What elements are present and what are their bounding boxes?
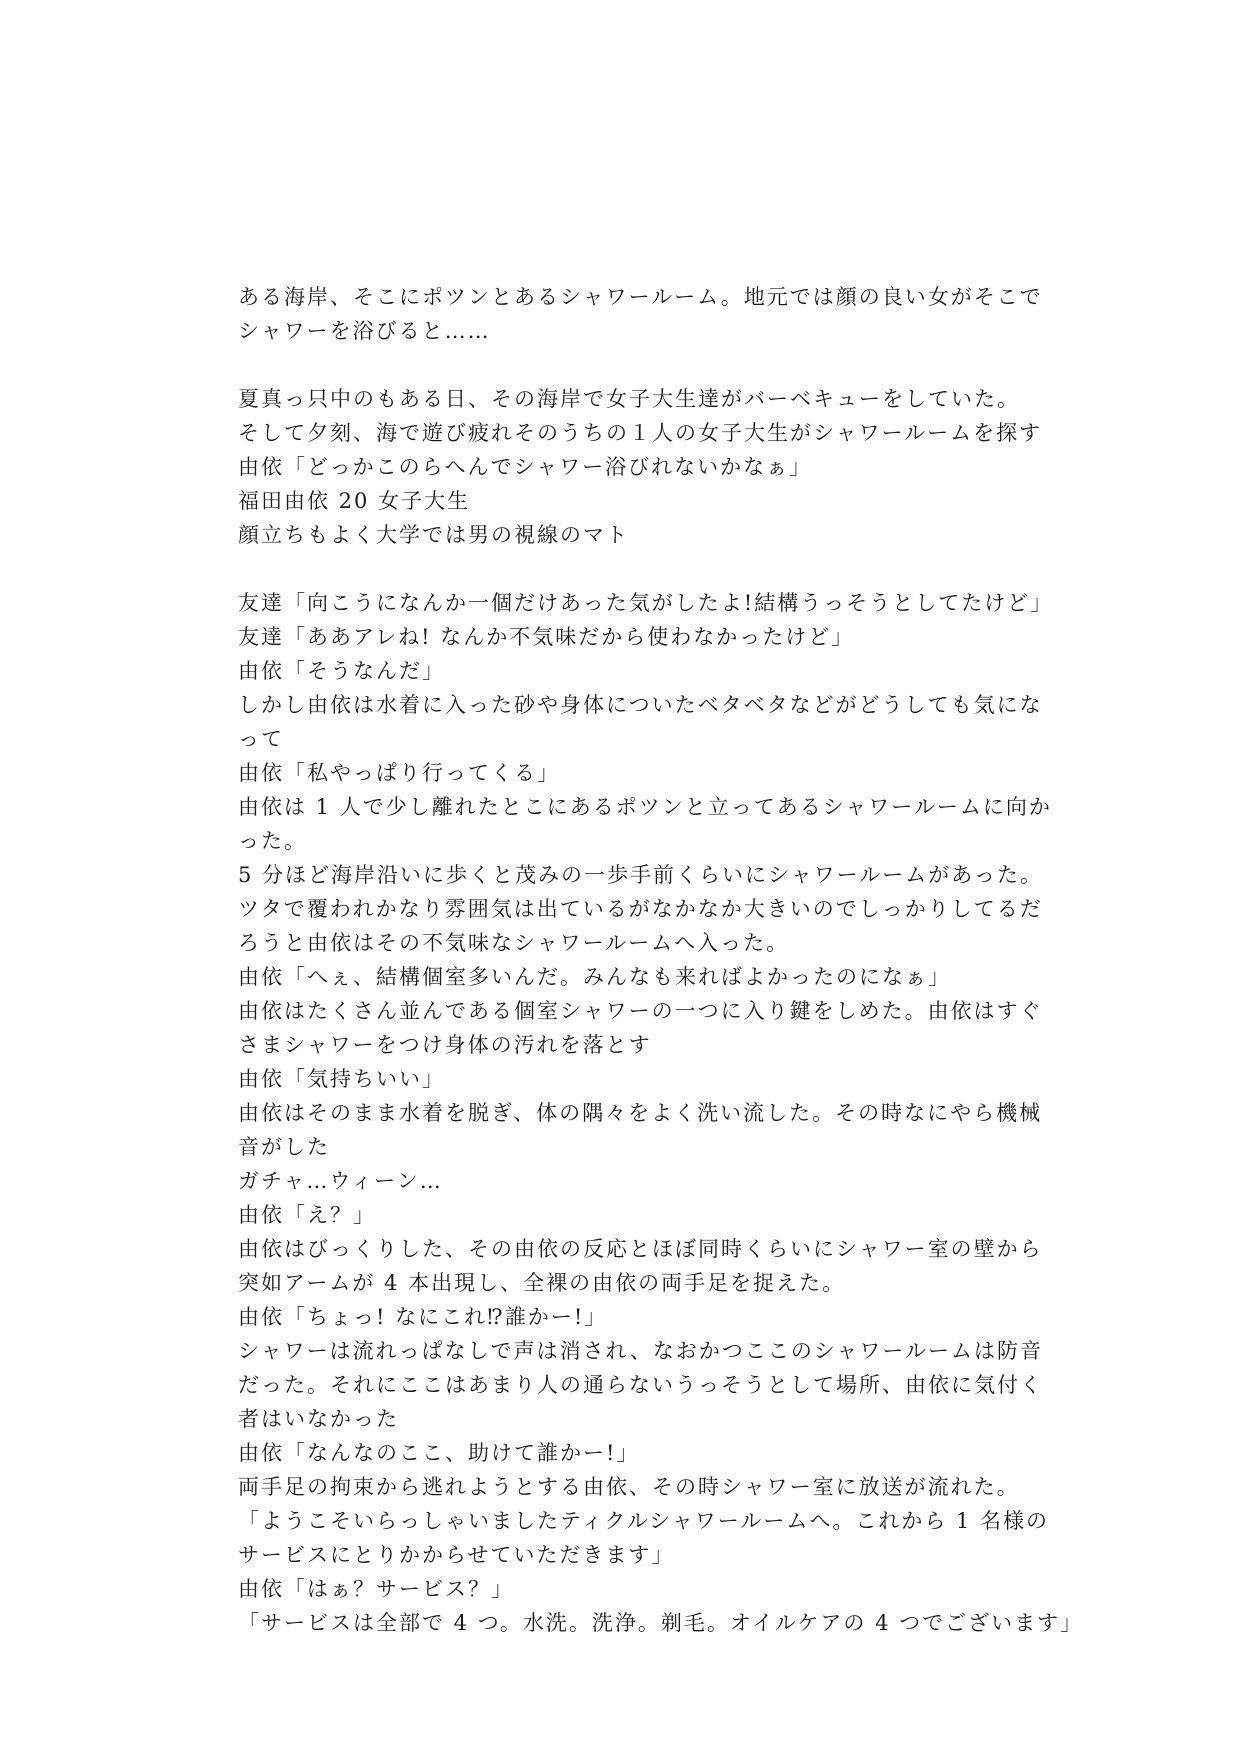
text-line: 5 分ほど海岸沿いに歩くと茂みの一歩手前くらいにシャワールームがあった。 (238, 863, 1043, 887)
text-line: 由依はたくさん並んである個室シャワーの一つに入り鍵をしめた。由依はすぐ (238, 999, 1043, 1023)
text-line: 由依はそのまま水着を脱ぎ、体の隅々をよく洗い流した。その時なにやら機械 (238, 1101, 1043, 1125)
text-line: 由依は 1 人で少し離れたとこにあるポツンと立ってあるシャワールームに向か (238, 795, 1052, 819)
text-line: 由依「え？」 (238, 1203, 376, 1227)
text-line: 由依「はぁ？サービス？」 (238, 1577, 514, 1601)
text-line: 由依「なんなのここ、助けて誰かー!」 (238, 1441, 640, 1465)
blank-line (238, 552, 1018, 586)
text-line: 由依「気持ちいい」 (238, 1067, 445, 1091)
text-line: シャワーは流れっぱなしで声は消され、なおかつここのシャワールームは防音 (238, 1339, 1043, 1363)
text-line: さまシャワーをつけ身体の汚れを落とす (238, 1033, 652, 1057)
text-line: った。 (238, 829, 307, 853)
text-line: ろうと由依はその不気味なシャワールームへ入った。 (238, 931, 790, 955)
text-line: しかし由依は水着に入った砂や身体についたベタベタなどがどうしても気にな (238, 693, 1043, 717)
text-line: 由依「へぇ、結構個室多いんだ。みんなも来ればよかったのになぁ」 (238, 965, 951, 989)
text-line: 顔立ちもよく大学では男の視線のマト (238, 523, 629, 547)
story-text-body (238, 280, 1084, 1640)
text-line: 突如アームが 4 本出現し、全裸の由依の両手足を捉えた。 (238, 1271, 846, 1295)
text-line: 由依「ちょっ! なにこれ⁉誰かー!」 (238, 1305, 608, 1329)
text-line: 友達「ああアレね! なんか不気味だから使わなかったけど」 (238, 625, 855, 649)
text-line: って (238, 727, 284, 751)
text-line: 夏真っ只中のもある日、その海岸で女子大生達がバーベキューをしていた。 (238, 387, 1020, 411)
text-line: シャワーを浴びると…… (238, 319, 491, 343)
text-line: サービスにとりかからせていただきます」 (238, 1543, 675, 1567)
text-line: 由依「私やっぱり行ってくる」 (238, 761, 560, 785)
text-line: 由依「そうなんだ」 (238, 659, 445, 683)
text-line: ある海岸、そこにポツンとあるシャワールーム。地元では顔の良い女がそこで (238, 285, 1043, 309)
text-line: ツタで覆われかなり雰囲気は出ているがなかなか大きいのでしっかりしてるだ (238, 897, 1043, 921)
text-line: 友達「向こうになんか一個だけあった気がしたよ!結構うっそうとしてたけど」 (238, 591, 1054, 615)
text-line: 福田由依 20 女子大生 (238, 489, 471, 513)
text-line: ガチャ…ウィーン… (238, 1169, 443, 1193)
blank-line (238, 348, 1018, 382)
text-line: 音がした (238, 1135, 330, 1159)
text-line: 由依はびっくりした、その由依の反応とほぼ同時くらいにシャワー室の壁から (238, 1237, 1043, 1261)
text-line: そして夕刻、海で遊び疲れそのうちの１人の女子大生がシャワールームを探す (238, 421, 1043, 445)
text-line: 由依「どっかこのらへんでシャワー浴びれないかなぁ」 (238, 455, 813, 479)
text-line: 「サービスは全部で 4 つ。水洗。洗浄。剃毛。オイルケアの 4 つでございます」 (238, 1611, 1084, 1635)
text-line: 両手足の拘束から逃れようとする由依、その時シャワー室に放送が流れた。 (238, 1475, 1020, 1499)
text-line: 「ようこそいらっしゃいましたティクルシャワールームへ。これから 1 名様の (238, 1509, 1050, 1533)
text-line: 者はいなかった (238, 1407, 399, 1431)
text-line: だった。それにここはあまり人の通らないうっそうとして場所、由依に気付く (238, 1373, 1043, 1397)
